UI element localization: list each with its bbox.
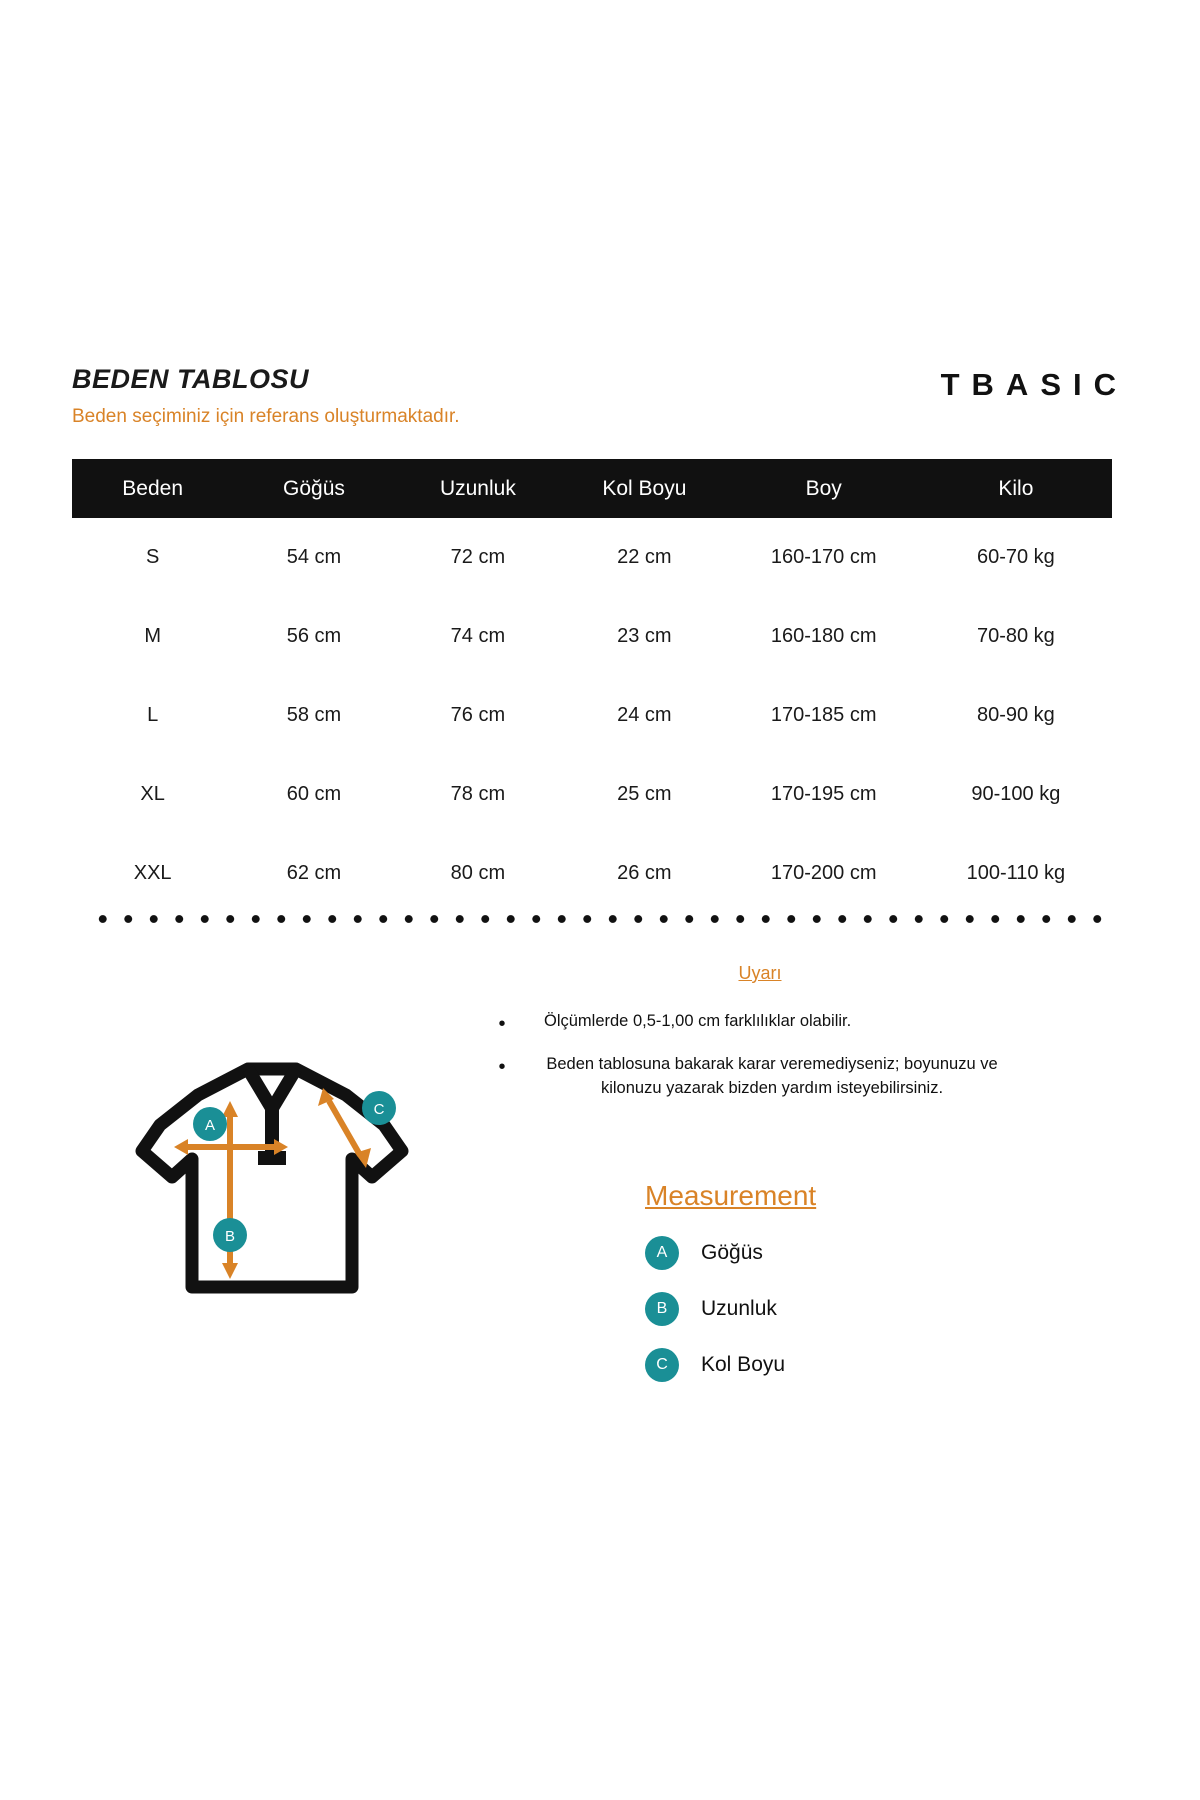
cell-beden: M bbox=[144, 625, 161, 647]
cell-kol-boyu: 24 cm bbox=[617, 704, 672, 726]
cell-beden: XL bbox=[140, 783, 165, 805]
table-row bbox=[72, 755, 1112, 834]
diagram-badge-a-label: A bbox=[204, 1117, 216, 1134]
measurement-title: Measurement bbox=[645, 1180, 817, 1211]
measurement-label-a: Göğüs bbox=[701, 1241, 763, 1264]
cell-uzunluk: 76 cm bbox=[450, 704, 506, 726]
cell-kilo: 100-110 kg bbox=[966, 862, 1066, 884]
arrow-length-head-top bbox=[222, 1101, 238, 1117]
badge-a: A bbox=[645, 1236, 679, 1270]
measurement-item-a bbox=[645, 1236, 1065, 1270]
tshirt-diagram bbox=[120, 1055, 470, 1385]
diagram-badge-b-label: B bbox=[224, 1228, 236, 1245]
badge-b: B bbox=[645, 1292, 679, 1326]
cell-gogus: 62 cm bbox=[286, 862, 342, 884]
warning-block bbox=[490, 963, 1030, 1115]
column-header-gogus: Göğüs bbox=[233, 459, 394, 518]
measurement-label-c: Kol Boyu bbox=[701, 1353, 786, 1376]
size-table bbox=[72, 459, 1112, 913]
table-row bbox=[72, 834, 1112, 913]
cell-kol-boyu: 26 cm bbox=[617, 862, 672, 884]
chart-header bbox=[72, 365, 1128, 435]
cell-kol-boyu: 22 cm bbox=[617, 546, 672, 568]
cell-kol-boyu: 23 cm bbox=[617, 625, 672, 647]
cell-beden: S bbox=[145, 546, 160, 568]
dotted-divider bbox=[90, 912, 1110, 926]
table-row bbox=[72, 676, 1112, 755]
arrow-length-head-bottom bbox=[222, 1263, 238, 1279]
cell-beden: L bbox=[147, 704, 159, 726]
badge-c: C bbox=[645, 1348, 679, 1382]
table-row bbox=[72, 597, 1112, 676]
cell-gogus: 54 cm bbox=[286, 546, 342, 568]
table-header-row bbox=[72, 459, 1112, 518]
warning-item-text: Ölçümlerde 0,5-1,00 cm farklılıklar olabilir. bbox=[544, 1012, 852, 1030]
cell-kilo: 60-70 kg bbox=[976, 546, 1055, 568]
cell-uzunluk: 78 cm bbox=[450, 783, 506, 805]
measurement-label-b: Uzunluk bbox=[701, 1297, 777, 1320]
cell-boy: 170-200 cm bbox=[770, 862, 877, 884]
cell-kilo: 80-90 kg bbox=[976, 704, 1055, 726]
cell-boy: 160-180 cm bbox=[770, 625, 877, 647]
tshirt-illustration bbox=[120, 1055, 470, 1385]
cell-kilo: 70-80 kg bbox=[976, 625, 1055, 647]
cell-boy: 160-170 cm bbox=[770, 546, 877, 568]
bullet-icon: • bbox=[498, 1056, 506, 1078]
table-row bbox=[72, 518, 1112, 597]
measurement-item-b bbox=[645, 1292, 1065, 1326]
cell-beden: XXL bbox=[133, 862, 172, 884]
column-header-kol-boyu: Kol Boyu bbox=[561, 459, 727, 518]
cell-kilo: 90-100 kg bbox=[971, 783, 1061, 805]
warning-title: Uyarı bbox=[738, 963, 782, 983]
size-table-container bbox=[72, 459, 1112, 913]
brand-logo: TBASIC bbox=[940, 367, 1128, 402]
table-body bbox=[72, 518, 1112, 913]
column-header-uzunluk: Uzunluk bbox=[395, 459, 561, 518]
column-header-kilo: Kilo bbox=[920, 459, 1112, 518]
column-header-boy: Boy bbox=[728, 459, 920, 518]
cell-uzunluk: 80 cm bbox=[450, 862, 506, 884]
bullet-icon: • bbox=[498, 1013, 506, 1035]
cell-boy: 170-195 cm bbox=[770, 783, 877, 805]
cell-kol-boyu: 25 cm bbox=[617, 783, 672, 805]
cell-gogus: 56 cm bbox=[286, 625, 342, 647]
cell-gogus: 58 cm bbox=[286, 704, 342, 726]
placket-bottom bbox=[258, 1151, 286, 1165]
cell-gogus: 60 cm bbox=[286, 783, 342, 805]
cell-uzunluk: 72 cm bbox=[450, 546, 506, 568]
page-subtitle: Beden seçiminiz için referans oluşturmaktadır. bbox=[72, 405, 460, 427]
warning-item bbox=[490, 1010, 1030, 1039]
measurement-legend bbox=[645, 1180, 1065, 1404]
arrow-chest-head-left bbox=[174, 1139, 188, 1155]
cell-boy: 170-185 cm bbox=[770, 704, 877, 726]
warning-item-text: Beden tablosuna bakarak karar veremediyseniz; boyunuzu ve kilonuzu yazarak bizden yardım isteyebilirsiniz. bbox=[546, 1055, 998, 1097]
page-title: BEDEN TABLOSU bbox=[72, 364, 310, 394]
column-header-beden: Beden bbox=[72, 459, 233, 518]
measurement-item-c bbox=[645, 1348, 1065, 1382]
diagram-badge-c-label: C bbox=[373, 1101, 385, 1118]
cell-uzunluk: 74 cm bbox=[450, 625, 506, 647]
warning-item bbox=[490, 1053, 1030, 1101]
